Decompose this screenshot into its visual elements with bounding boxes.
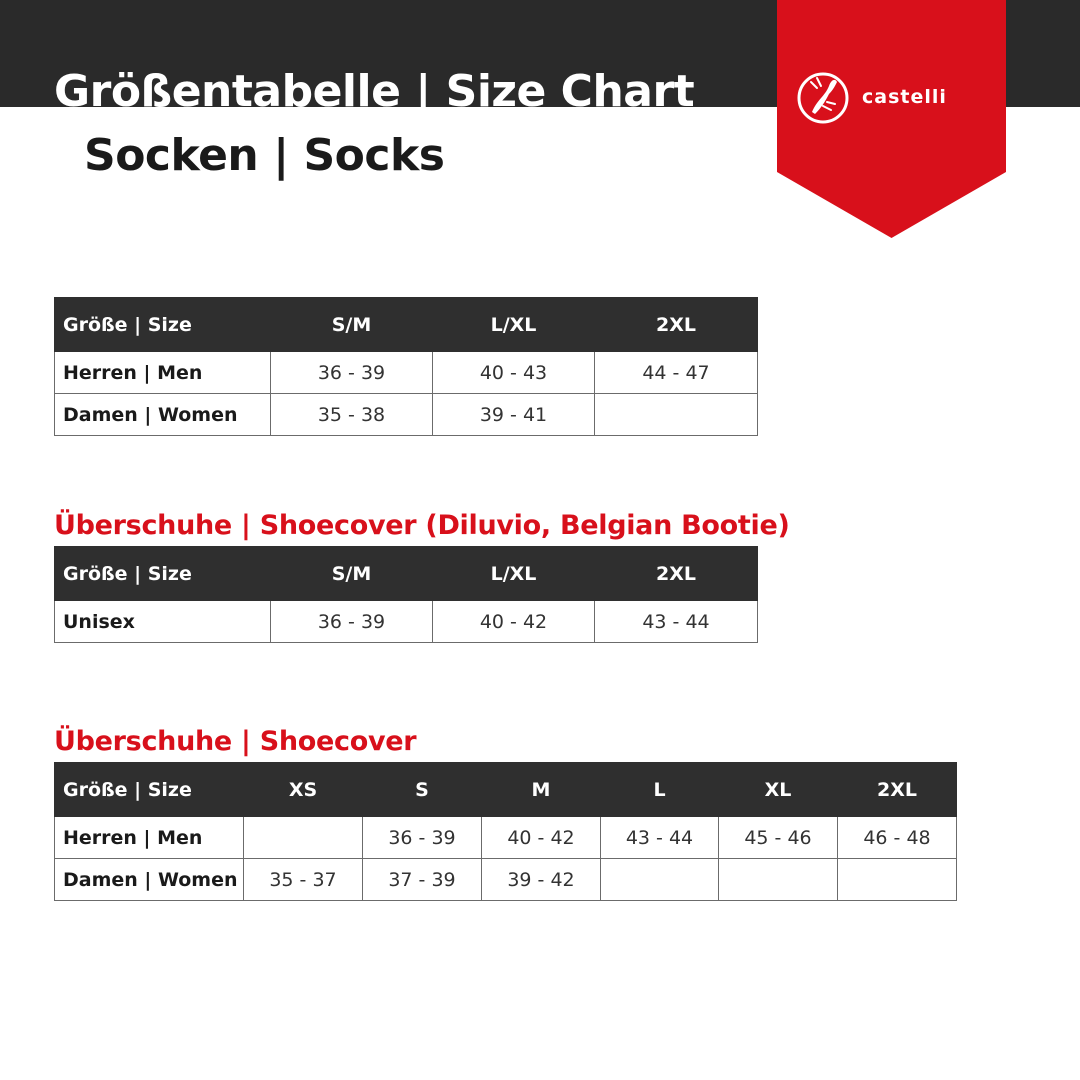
size-cell xyxy=(719,859,838,901)
size-cell: 37 - 39 xyxy=(363,859,482,901)
size-cell: 36 - 39 xyxy=(363,817,482,859)
size-cell: 44 - 47 xyxy=(595,352,758,394)
size-cell: 43 - 44 xyxy=(601,817,719,859)
table-row xyxy=(55,352,758,394)
header-cell: L/XL xyxy=(433,547,595,601)
table-header-row xyxy=(55,547,758,601)
size-cell: 45 - 46 xyxy=(719,817,838,859)
table-row xyxy=(55,394,758,436)
size-cell: 39 - 42 xyxy=(482,859,601,901)
row-label: Herren | Men xyxy=(55,352,271,394)
table-row xyxy=(55,859,957,901)
shoecover-size-table xyxy=(54,762,957,901)
section-title: Überschuhe | Shoecover (Diluvio, Belgian Bootie) xyxy=(54,510,790,541)
section-title: Überschuhe | Shoecover xyxy=(54,726,417,757)
row-label: Damen | Women xyxy=(55,859,244,901)
header-cell: L xyxy=(601,763,719,817)
page-subtitle: Socken | Socks xyxy=(84,130,445,181)
header-cell: XS xyxy=(244,763,363,817)
header-cell: Größe | Size xyxy=(55,763,244,817)
size-cell xyxy=(838,859,957,901)
header-cell: L/XL xyxy=(433,298,595,352)
header-cell: S/M xyxy=(271,547,433,601)
header-cell: XL xyxy=(719,763,838,817)
brand-badge xyxy=(777,0,1006,238)
size-cell: 39 - 41 xyxy=(433,394,595,436)
size-cell: 36 - 39 xyxy=(271,352,433,394)
size-cell xyxy=(601,859,719,901)
header-cell: 2XL xyxy=(838,763,957,817)
size-cell: 40 - 42 xyxy=(433,601,595,643)
table-header-row xyxy=(55,763,957,817)
brand-logo-text: castelli xyxy=(862,86,947,108)
row-label: Herren | Men xyxy=(55,817,244,859)
size-cell: 43 - 44 xyxy=(595,601,758,643)
size-cell xyxy=(244,817,363,859)
size-cell: 40 - 42 xyxy=(482,817,601,859)
size-cell xyxy=(595,394,758,436)
table-row xyxy=(55,601,758,643)
row-label: Damen | Women xyxy=(55,394,271,436)
page-title: Größentabelle | Size Chart xyxy=(54,66,695,117)
size-cell: 35 - 37 xyxy=(244,859,363,901)
header-cell: 2XL xyxy=(595,298,758,352)
size-cell: 46 - 48 xyxy=(838,817,957,859)
size-cell: 35 - 38 xyxy=(271,394,433,436)
header-cell: 2XL xyxy=(595,547,758,601)
header-cell: S xyxy=(363,763,482,817)
header-cell: Größe | Size xyxy=(55,298,271,352)
table-header-row xyxy=(55,298,758,352)
socks-size-table xyxy=(54,297,758,436)
row-label: Unisex xyxy=(55,601,271,643)
table-row xyxy=(55,817,957,859)
size-cell: 40 - 43 xyxy=(433,352,595,394)
shoecover-diluvio-size-table xyxy=(54,546,758,643)
header-cell: S/M xyxy=(271,298,433,352)
header-cell: Größe | Size xyxy=(55,547,271,601)
header-cell: M xyxy=(482,763,601,817)
size-cell: 36 - 39 xyxy=(271,601,433,643)
